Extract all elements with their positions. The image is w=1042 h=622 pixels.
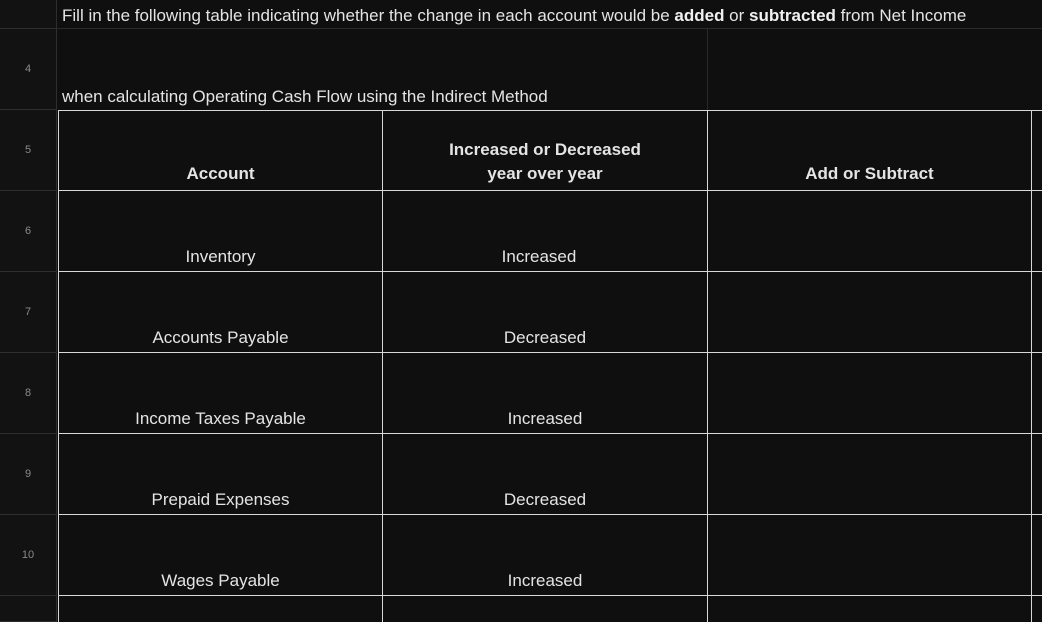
row-header-6[interactable] bbox=[0, 191, 57, 272]
cell-account[interactable]: Inventory bbox=[185, 247, 256, 266]
cell-change[interactable]: Increased bbox=[507, 571, 583, 590]
row-number: 5 bbox=[24, 144, 32, 156]
cell-account[interactable]: Wages Payable bbox=[161, 571, 280, 590]
cell-change[interactable]: Increased bbox=[501, 247, 577, 266]
instruction-line-1[interactable] bbox=[62, 6, 966, 26]
instruction-added: added bbox=[674, 6, 725, 25]
instruction-text: Fill in the following table indicating whether the change in each account would be bbox=[62, 6, 675, 25]
cell-account[interactable]: Income Taxes Payable bbox=[135, 409, 306, 428]
row-header-8[interactable] bbox=[0, 353, 57, 434]
row-number: 9 bbox=[24, 468, 32, 480]
row-number: 8 bbox=[24, 387, 32, 399]
header-account[interactable]: Account bbox=[186, 164, 255, 183]
cell-change[interactable]: Increased bbox=[507, 409, 583, 428]
instruction-subtracted: subtracted bbox=[749, 6, 836, 25]
table-border bbox=[1031, 110, 1032, 622]
header-add-subtract[interactable]: Add or Subtract bbox=[805, 164, 934, 183]
cell-add-subtract[interactable] bbox=[708, 353, 1031, 433]
row-header-5[interactable] bbox=[0, 110, 57, 191]
cell-account[interactable]: Accounts Payable bbox=[152, 328, 289, 347]
row-header-3[interactable] bbox=[0, 0, 57, 29]
row-number: 6 bbox=[24, 225, 32, 237]
instruction-line-2[interactable]: when calculating Operating Cash Flow using the Indirect Method bbox=[62, 87, 548, 106]
row-header-4[interactable] bbox=[0, 29, 57, 110]
cell-account[interactable]: Prepaid Expenses bbox=[151, 490, 290, 509]
gridline bbox=[57, 28, 1042, 29]
row-number: 7 bbox=[24, 306, 32, 318]
row-header-10[interactable] bbox=[0, 515, 57, 596]
instruction-or: or bbox=[724, 6, 750, 25]
cell-add-subtract[interactable] bbox=[708, 272, 1031, 352]
cell-change[interactable]: Decreased bbox=[503, 328, 587, 347]
cell-add-subtract[interactable] bbox=[708, 191, 1031, 271]
cell-add-subtract[interactable] bbox=[708, 515, 1031, 595]
row-number: 4 bbox=[24, 63, 32, 75]
gridline bbox=[707, 29, 708, 110]
row-header-11[interactable] bbox=[0, 596, 57, 622]
cell-add-subtract[interactable] bbox=[708, 434, 1031, 514]
table-border bbox=[58, 595, 1042, 596]
header-change[interactable]: Increased or Decreased year over year bbox=[449, 140, 641, 183]
row-number: 10 bbox=[21, 549, 35, 561]
instruction-suffix: from Net Income bbox=[835, 6, 967, 25]
row-header-7[interactable] bbox=[0, 272, 57, 353]
row-header-9[interactable] bbox=[0, 434, 57, 515]
cell-change[interactable]: Decreased bbox=[503, 490, 587, 509]
